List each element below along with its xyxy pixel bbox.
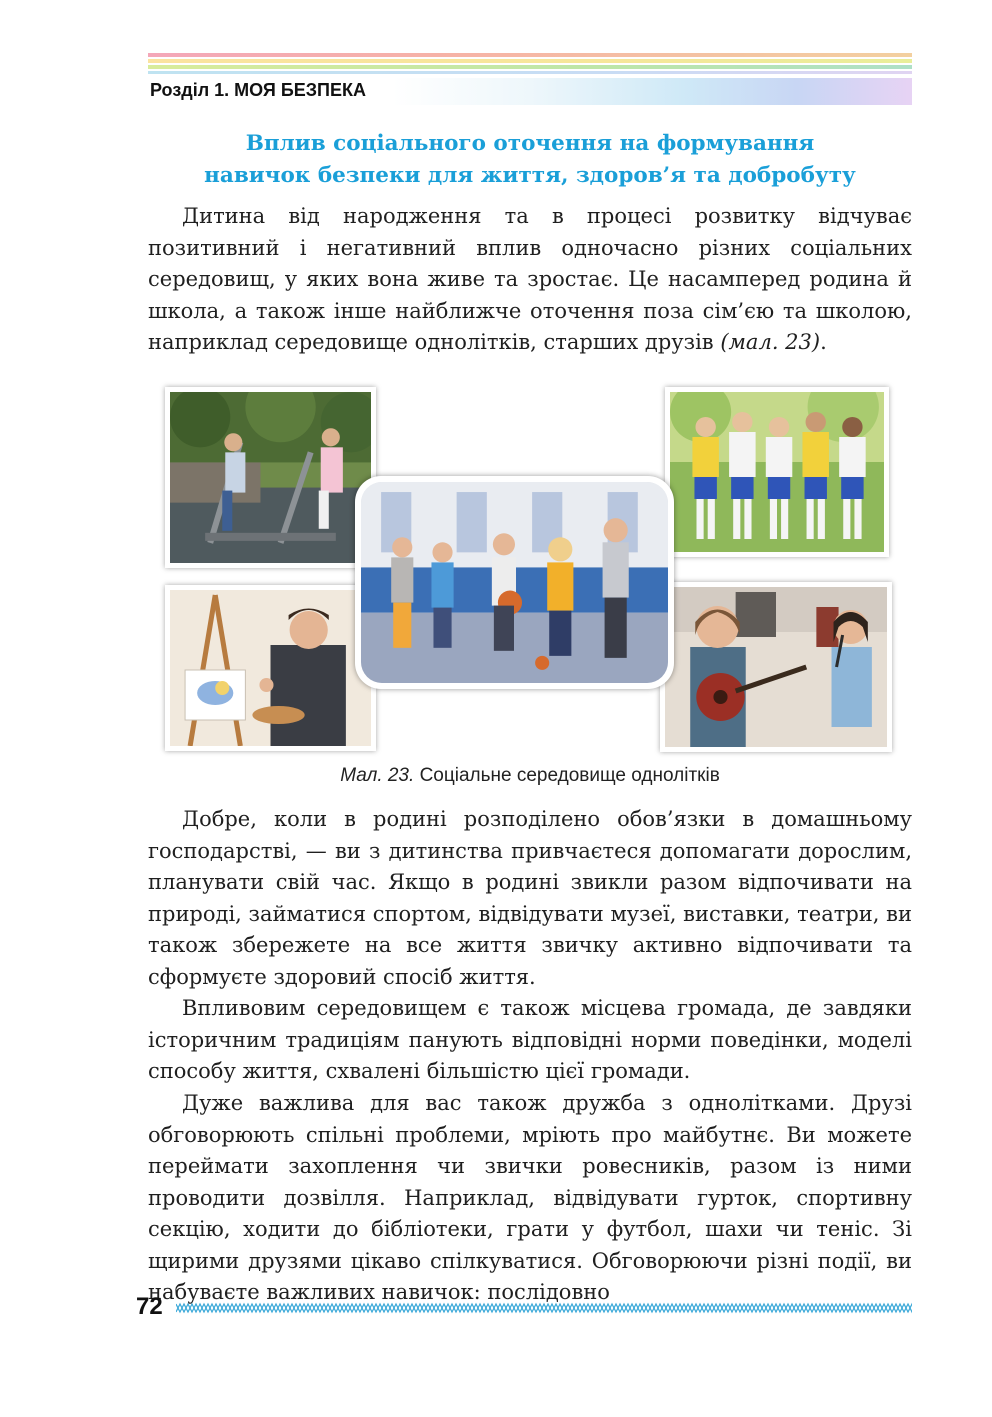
paragraph-3: Впливовим середовищем є також місцева громада, де завдяки історичним традиціям панують відповідні норми поведінки, моделі способу життя, схвалені більшістю цієї громади. xyxy=(148,996,912,1083)
figure-caption-label: Мал. 23. xyxy=(340,765,415,786)
lesson-title-line-1: Вплив соціального оточення на формування xyxy=(245,131,815,156)
figure-caption-text: Соціальне середовище однолітків xyxy=(414,765,720,786)
paragraph-1 xyxy=(148,201,912,391)
paragraph-1-end: . xyxy=(820,330,827,354)
figure-reference: (мал. 23) xyxy=(720,330,821,354)
photo-outdoor-exercise xyxy=(165,387,376,568)
figure-caption xyxy=(148,765,912,787)
photo-gym-celebration xyxy=(355,476,674,689)
photo-boy-painting xyxy=(165,585,376,751)
paragraph-2: Добре, коли в родині розподілено обов’язки в домашньому господарстві, — ви з дитинства привчаєтеся допомагати дорослим, планувати свій час. Якщо в родині звикли разом відпочивати на природі, займатися спортом, відвідувати музеї, виставки, театри, ви також збережете на все життя звичку активно відпочивати та сформуєте здоровий спосіб життя. xyxy=(148,807,912,989)
lesson-title xyxy=(148,128,912,192)
paragraph-1-text: Дитина від народження та в процесі розвитку відчуває позитивний і негативний вплив одночасно різних соціальних середовищ, у яких вона живе та зростає. Це насамперед родина й школа, а також інше найближче оточення поза сім’єю та школою, наприклад середовище однолітків, старших друзів xyxy=(148,204,912,354)
lesson-title-line-2: навичок безпеки для життя, здоров’я та добробуту xyxy=(204,163,856,188)
page-number: 72 xyxy=(136,1293,163,1320)
header-color-stripes xyxy=(148,53,912,77)
footer-zigzag-ornament xyxy=(176,1301,912,1315)
section-label: Розділ 1. МОЯ БЕЗПЕКА xyxy=(150,80,366,100)
photo-soccer-team xyxy=(665,387,889,557)
paragraph-4: Дуже важлива для вас також дружба з однолітками. Друзі обговорюють спільні проблеми, мріють про майбутнє. Ви можете переймати захоплення чи звички ровесників, разом із ними проводити дозвілля. Наприклад, відвідувати гурток, спортивну секцію, ходити до бібліотеки, грати у футбол, шахи чи теніс. Зі щирими друзями цікаво спілкуватися. Обговорюючи різні події, ви набуваєте важливих навичок: послідовно xyxy=(148,1091,912,1304)
photo-kids-instruments xyxy=(660,582,892,752)
